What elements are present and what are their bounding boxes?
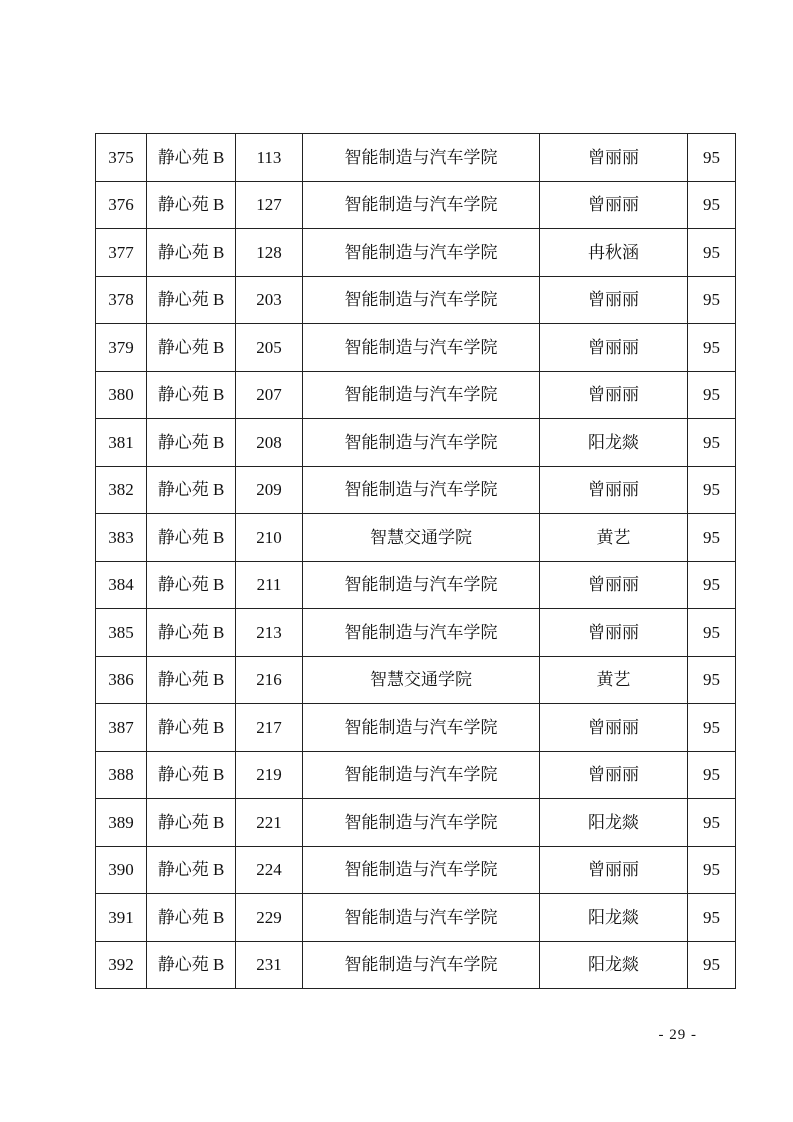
cell-score: 95 (688, 419, 736, 467)
cell-building: 静心苑 B (147, 276, 236, 324)
cell-counselor: 冉秋涵 (540, 229, 688, 277)
cell-building: 静心苑 B (147, 894, 236, 942)
cell-room: 221 (236, 799, 303, 847)
cell-counselor: 曾丽丽 (540, 609, 688, 657)
cell-room: 113 (236, 134, 303, 182)
cell-building: 静心苑 B (147, 419, 236, 467)
cell-college: 智能制造与汽车学院 (303, 704, 540, 752)
cell-counselor: 曾丽丽 (540, 181, 688, 229)
cell-score: 95 (688, 229, 736, 277)
cell-index: 375 (96, 134, 147, 182)
cell-building: 静心苑 B (147, 656, 236, 704)
cell-index: 385 (96, 609, 147, 657)
cell-college: 智能制造与汽车学院 (303, 419, 540, 467)
cell-score: 95 (688, 704, 736, 752)
cell-college: 智能制造与汽车学院 (303, 561, 540, 609)
cell-college: 智能制造与汽车学院 (303, 371, 540, 419)
cell-building: 静心苑 B (147, 704, 236, 752)
table-row (96, 941, 736, 989)
table-row (96, 656, 736, 704)
page-number-container (0, 1027, 793, 1044)
cell-index: 384 (96, 561, 147, 609)
cell-counselor: 曾丽丽 (540, 134, 688, 182)
table-row (96, 466, 736, 514)
cell-index: 392 (96, 941, 147, 989)
table-row (96, 134, 736, 182)
table-row (96, 371, 736, 419)
cell-score: 95 (688, 751, 736, 799)
cell-building: 静心苑 B (147, 229, 236, 277)
table-row (96, 229, 736, 277)
cell-score: 95 (688, 134, 736, 182)
cell-building: 静心苑 B (147, 751, 236, 799)
cell-college: 智能制造与汽车学院 (303, 181, 540, 229)
cell-building: 静心苑 B (147, 514, 236, 562)
cell-score: 95 (688, 371, 736, 419)
cell-room: 211 (236, 561, 303, 609)
cell-room: 207 (236, 371, 303, 419)
cell-college: 智慧交通学院 (303, 514, 540, 562)
cell-building: 静心苑 B (147, 846, 236, 894)
cell-index: 377 (96, 229, 147, 277)
cell-room: 208 (236, 419, 303, 467)
cell-college: 智能制造与汽车学院 (303, 799, 540, 847)
cell-index: 376 (96, 181, 147, 229)
cell-college: 智能制造与汽车学院 (303, 134, 540, 182)
cell-index: 386 (96, 656, 147, 704)
table-row (96, 799, 736, 847)
cell-college: 智能制造与汽车学院 (303, 751, 540, 799)
cell-score: 95 (688, 894, 736, 942)
table-row (96, 324, 736, 372)
cell-counselor: 曾丽丽 (540, 466, 688, 514)
dormitory-score-table (95, 133, 736, 989)
cell-building: 静心苑 B (147, 371, 236, 419)
cell-room: 224 (236, 846, 303, 894)
dormitory-score-table-container (95, 133, 735, 989)
cell-score: 95 (688, 181, 736, 229)
cell-counselor: 曾丽丽 (540, 846, 688, 894)
cell-room: 203 (236, 276, 303, 324)
cell-index: 382 (96, 466, 147, 514)
cell-room: 127 (236, 181, 303, 229)
cell-room: 210 (236, 514, 303, 562)
cell-college: 智能制造与汽车学院 (303, 276, 540, 324)
cell-counselor: 曾丽丽 (540, 371, 688, 419)
cell-score: 95 (688, 276, 736, 324)
cell-room: 219 (236, 751, 303, 799)
cell-building: 静心苑 B (147, 324, 236, 372)
cell-counselor: 黄艺 (540, 656, 688, 704)
cell-building: 静心苑 B (147, 134, 236, 182)
cell-room: 229 (236, 894, 303, 942)
cell-score: 95 (688, 846, 736, 894)
table-row (96, 846, 736, 894)
table-row (96, 419, 736, 467)
cell-index: 387 (96, 704, 147, 752)
cell-index: 390 (96, 846, 147, 894)
cell-score: 95 (688, 466, 736, 514)
cell-counselor: 阳龙燚 (540, 799, 688, 847)
cell-index: 381 (96, 419, 147, 467)
table-row (96, 514, 736, 562)
cell-counselor: 曾丽丽 (540, 704, 688, 752)
table-row (96, 181, 736, 229)
cell-college: 智能制造与汽车学院 (303, 609, 540, 657)
cell-room: 128 (236, 229, 303, 277)
cell-room: 205 (236, 324, 303, 372)
cell-college: 智能制造与汽车学院 (303, 846, 540, 894)
table-row (96, 751, 736, 799)
table-body (96, 134, 736, 989)
cell-index: 378 (96, 276, 147, 324)
cell-building: 静心苑 B (147, 941, 236, 989)
cell-score: 95 (688, 609, 736, 657)
cell-building: 静心苑 B (147, 609, 236, 657)
cell-college: 智能制造与汽车学院 (303, 229, 540, 277)
cell-building: 静心苑 B (147, 466, 236, 514)
cell-counselor: 曾丽丽 (540, 751, 688, 799)
cell-building: 静心苑 B (147, 181, 236, 229)
cell-counselor: 曾丽丽 (540, 324, 688, 372)
cell-counselor: 阳龙燚 (540, 419, 688, 467)
cell-college: 智能制造与汽车学院 (303, 324, 540, 372)
cell-counselor: 曾丽丽 (540, 561, 688, 609)
cell-room: 231 (236, 941, 303, 989)
table-row (96, 894, 736, 942)
cell-counselor: 阳龙燚 (540, 894, 688, 942)
cell-counselor: 阳龙燚 (540, 941, 688, 989)
table-row (96, 704, 736, 752)
cell-room: 216 (236, 656, 303, 704)
cell-counselor: 曾丽丽 (540, 276, 688, 324)
cell-building: 静心苑 B (147, 799, 236, 847)
table-row (96, 609, 736, 657)
cell-room: 217 (236, 704, 303, 752)
cell-index: 383 (96, 514, 147, 562)
cell-college: 智慧交通学院 (303, 656, 540, 704)
cell-score: 95 (688, 324, 736, 372)
cell-score: 95 (688, 561, 736, 609)
cell-score: 95 (688, 656, 736, 704)
cell-counselor: 黄艺 (540, 514, 688, 562)
cell-index: 391 (96, 894, 147, 942)
cell-college: 智能制造与汽车学院 (303, 941, 540, 989)
page-number: - 29 - (658, 1027, 697, 1043)
table-row (96, 276, 736, 324)
cell-room: 213 (236, 609, 303, 657)
cell-college: 智能制造与汽车学院 (303, 894, 540, 942)
cell-index: 380 (96, 371, 147, 419)
table-row (96, 561, 736, 609)
cell-index: 388 (96, 751, 147, 799)
cell-room: 209 (236, 466, 303, 514)
cell-index: 379 (96, 324, 147, 372)
cell-score: 95 (688, 941, 736, 989)
cell-building: 静心苑 B (147, 561, 236, 609)
cell-college: 智能制造与汽车学院 (303, 466, 540, 514)
cell-score: 95 (688, 514, 736, 562)
cell-score: 95 (688, 799, 736, 847)
cell-index: 389 (96, 799, 147, 847)
